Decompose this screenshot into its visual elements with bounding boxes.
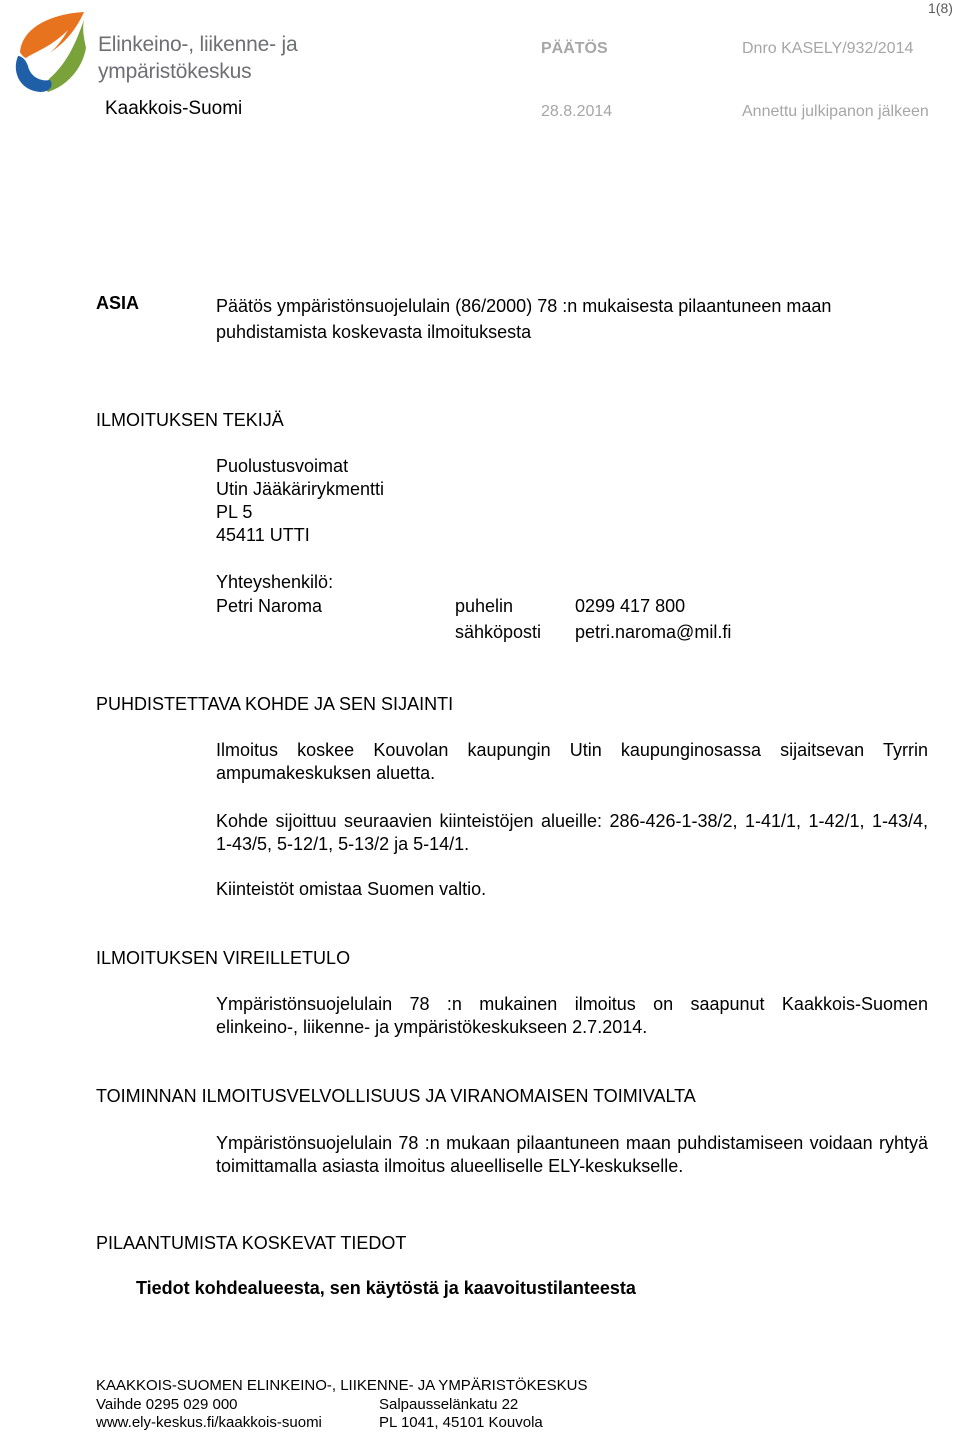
contact-name: Petri Naroma — [216, 596, 323, 616]
footer-org: KAAKKOIS-SUOMEN ELINKEINO-, LIIKENNE- JA YMPÄRISTÖKESKUS — [96, 1377, 588, 1394]
site-paragraph-1: Ilmoitus koskee Kouvolan kaupungin Utin kaupunginosassa sijaitsevan Tyrrin ampumakeskuksen aluetta. — [216, 740, 928, 783]
site-heading: PUHDISTETTAVA KOHDE JA SEN SIJAINTI — [96, 694, 454, 714]
filing-paragraph: Ympäristönsuojelulain 78 :n mukainen ilmoitus on saapunut Kaakkois-Suomen elinkeino-, liikenne- ja ympäristökeskukseen 2.7.2014. — [216, 994, 928, 1037]
document-date: 28.8.2014 — [541, 103, 613, 120]
phone-label: puhelin — [455, 596, 514, 616]
email-address: petri.naroma@mil.fi — [575, 622, 732, 642]
footer-postal: PL 1041, 45101 Kouvola — [379, 1414, 543, 1431]
footer-street: Salpausselänkatu 22 — [379, 1396, 519, 1413]
region-name: Kaakkois-Suomi — [105, 98, 243, 119]
contamination-subheading: Tiedot kohdealueesta, sen käytöstä ja kaavoitustilanteesta — [136, 1278, 636, 1298]
footer-web-link[interactable]: www.ely-keskus.fi/kaakkois-suomi — [96, 1414, 322, 1431]
notifier-heading: ILMOITUKSEN TEKIJÄ — [96, 410, 284, 430]
address-line-1: Puolustusvoimat — [216, 456, 349, 476]
ely-logo-icon — [10, 8, 90, 94]
document-type: PÄÄTÖS — [541, 40, 608, 57]
email-label: sähköposti — [455, 622, 542, 642]
address-line-4: 45411 UTTI — [216, 525, 310, 545]
asia-label: ASIA — [96, 293, 140, 313]
address-line-2: Utin Jääkärirykmentti — [216, 479, 385, 499]
page-number: 1(8) — [928, 0, 953, 16]
contamination-heading: PILAANTUMISTA KOSKEVAT TIEDOT — [96, 1233, 407, 1253]
phone-number: 0299 417 800 — [575, 596, 686, 616]
org-name-line2: ympäristökeskus — [98, 60, 252, 83]
published-note: Annettu julkipanon jälkeen — [742, 103, 929, 120]
record-number: Dnro KASELY/932/2014 — [742, 40, 914, 57]
org-name-line1: Elinkeino-, liikenne- ja — [98, 33, 298, 56]
site-paragraph-3: Kiinteistöt omistaa Suomen valtio. — [216, 879, 487, 899]
asia-text: Päätös ympäristönsuojelulain (86/2000) 78 :n mukaisesta pilaantuneen maan puhdistamista koskevasta ilmoituksesta — [216, 296, 832, 342]
filing-heading: ILMOITUKSEN VIREILLETULO — [96, 948, 351, 968]
contact-label: Yhteyshenkilö: — [216, 572, 334, 592]
site-paragraph-2: Kohde sijoittuu seuraavien kiinteistöjen alueille: 286-426-1-38/2, 1-41/1, 1-42/1, 1-43/4, 1-43/5, 5-12/1, 5-13/2 ja 5-14/1. — [216, 811, 928, 854]
authority-paragraph: Ympäristönsuojelulain 78 :n mukaan pilaantuneen maan puhdistamiseen voidaan ryhtyä toimittamalla asiasta ilmoitus alueelliselle ELY-keskukselle. — [216, 1133, 928, 1176]
footer-phone: Vaihde 0295 029 000 — [96, 1396, 238, 1413]
authority-heading: TOIMINNAN ILMOITUSVELVOLLISUUS JA VIRANOMAISEN TOIMIVALTA — [96, 1086, 696, 1106]
address-line-3: PL 5 — [216, 502, 253, 522]
